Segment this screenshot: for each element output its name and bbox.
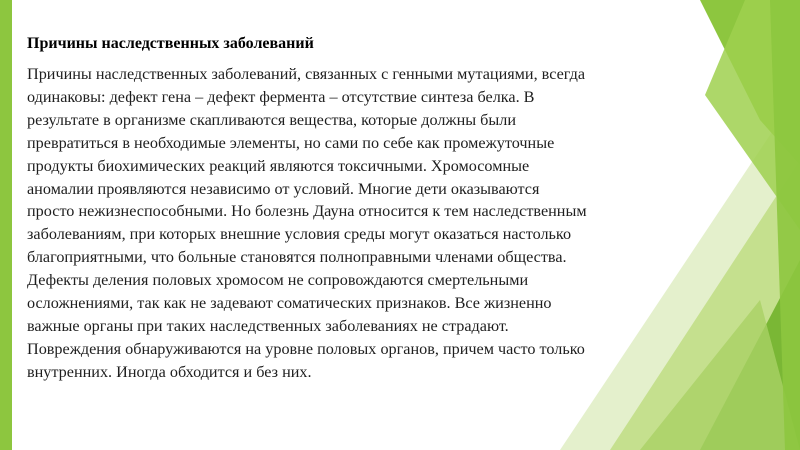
slide-title: Причины наследственных заболеваний — [27, 35, 314, 52]
body-line: внутренних. Иногда обходится и без них. — [27, 362, 312, 381]
body-line: важные органы при таких наследственных заболеваниях не страдают. — [27, 316, 509, 335]
body-line: продукты биохимических реакций являются токсичными. Хромосомные — [27, 156, 530, 175]
body-line: Дефекты деления половых хромосом не сопровождаются смертельными — [27, 271, 529, 290]
body-line: Причины наследственных заболеваний, связанных с генными мутациями, всегда — [27, 65, 586, 83]
body-line: просто нежизнеспособными. Но болезнь Дауна относится к тем наследственным — [27, 202, 587, 221]
body-line: аномалии проявляются независимо от условий. Многие дети оказываются — [27, 179, 540, 198]
body-line: одинаковы: дефект гена – дефект фермента – отсутствие синтеза белка. В — [27, 87, 535, 106]
body-line: превратиться в необходимые элементы, но сами по себе как промежуточные — [27, 133, 555, 152]
slide-body-text — [27, 63, 717, 384]
body-line: осложнениями, так как не задевают соматических признаков. Все жизненно — [27, 294, 552, 313]
body-line: благоприятными, что больные становятся полноправными членами общества. — [27, 248, 567, 267]
body-line: заболеваниям, при которых внешние условия среды могут оказаться настолько — [27, 225, 572, 244]
body-line: результате в организме скапливаются вещества, которые должны были — [27, 110, 517, 129]
body-line: Повреждения обнаруживаются на уровне половых органов, причем часто только — [27, 339, 585, 358]
